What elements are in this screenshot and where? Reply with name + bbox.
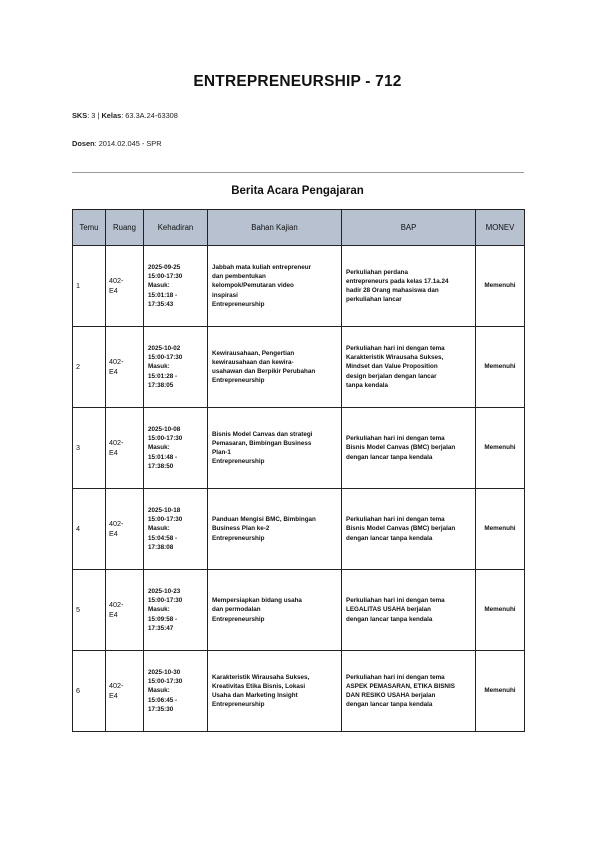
cell-ruang-line: 402-: [109, 437, 124, 447]
lecturer-meta: [72, 139, 162, 148]
table-row: [73, 246, 525, 327]
cell-kehadiran-line: 15:00-17:30: [148, 273, 183, 281]
cell-monev: Memenuhi: [476, 327, 525, 408]
cell-bahan-kajian-line: Entrepreneurship: [212, 377, 265, 385]
table-row: [73, 570, 525, 651]
cell-bap-line: Perkuliahan hari ini dengan tema: [346, 344, 445, 352]
cell-kehadiran-line: 15:00-17:30: [148, 597, 183, 605]
cell-bap-line: Mindset dan Value Proposition: [346, 363, 438, 371]
page-title: ENTREPRENEURSHIP - 712: [193, 73, 402, 90]
sks-label: SKS: [72, 111, 88, 120]
cell-kehadiran: [144, 408, 208, 489]
cell-bap-line: LEGALITAS USAHA berjalan: [346, 606, 432, 614]
cell-monev: Memenuhi: [476, 651, 525, 732]
cell-bahan-kajian: [208, 327, 342, 408]
cell-ruang-line: 402-: [109, 275, 124, 285]
table-row: [73, 327, 525, 408]
cell-bahan-kajian-line: dan permodalan: [212, 606, 261, 614]
cell-ruang: [106, 570, 144, 651]
cell-temu: 3: [73, 408, 106, 489]
sks-value: : 3 |: [87, 111, 102, 120]
cell-bahan-kajian-line: Plan-1: [212, 449, 231, 456]
cell-bap: [342, 651, 476, 732]
cell-bap: [342, 408, 476, 489]
header-temu: Temu: [73, 210, 106, 246]
cell-bahan-kajian-line: kelompok/Pemutaran video: [212, 282, 294, 290]
cell-bahan-kajian-line: Usaha dan Marketing Insight: [212, 692, 298, 699]
kelas-label: Kelas: [101, 111, 122, 120]
cell-ruang-line: E4: [109, 529, 118, 538]
cell-bahan-kajian-line: Entrepreneurship: [212, 534, 265, 542]
cell-bahan-kajian-line: Business Plan ke-2: [212, 525, 270, 533]
cell-bap-line: dengan lancar tanpa kendala: [346, 701, 433, 709]
cell-monev: Memenuhi: [476, 408, 525, 489]
cell-bahan-kajian-line: usahawan dan Berpikir Perubahan: [212, 368, 316, 375]
cell-bahan-kajian-line: Kewirausahaan, Pengertian: [212, 349, 295, 357]
cell-kehadiran-line: 17:38:50: [148, 462, 174, 470]
cell-bap-line: Bisnis Model Canvas (BMC) berjalan: [346, 525, 456, 533]
cell-ruang-line: E4: [109, 610, 118, 619]
cell-bap-line: hadir 28 Orang mahasiswa dan: [346, 287, 439, 294]
table-row: [73, 651, 525, 732]
cell-kehadiran-line: 2025-09-25: [148, 263, 181, 271]
cell-bahan-kajian-line: Entrepreneurship: [212, 701, 265, 709]
cell-ruang: [106, 489, 144, 570]
cell-kehadiran: [144, 570, 208, 651]
cell-bahan-kajian-line: Entrepreneurship: [212, 458, 265, 466]
cell-kehadiran-line: Masuk:: [148, 606, 170, 614]
cell-kehadiran-line: 2025-10-23: [148, 587, 181, 595]
cell-bahan-kajian-line: Mempersiapkan bidang usaha: [212, 597, 302, 605]
cell-kehadiran-line: 17:38:08: [148, 543, 174, 551]
cell-bahan-kajian-line: inspirasi: [212, 291, 238, 299]
cell-bap-line: Perkuliahan hari ini dengan tema: [346, 597, 445, 605]
cell-bap-line: Perkuliahan hari ini dengan tema: [346, 516, 445, 524]
cell-ruang-line: 402-: [109, 680, 124, 690]
cell-ruang: [106, 408, 144, 489]
cell-temu: 5: [73, 570, 106, 651]
cell-bahan-kajian-line: Kreativitas Etika Bisnis, Lokasi: [212, 682, 306, 690]
header-ruang: Ruang: [106, 210, 144, 246]
cell-kehadiran-line: 15:01:28 -: [148, 372, 178, 380]
cell-bap-line: tanpa kendala: [346, 381, 388, 389]
cell-bahan-kajian-line: Entrepreneurship: [212, 615, 265, 623]
kelas-value: : 63.3A.24-63308: [121, 111, 178, 120]
cell-kehadiran-line: 15:00-17:30: [148, 516, 183, 524]
cell-monev: Memenuhi: [476, 489, 525, 570]
cell-kehadiran: [144, 246, 208, 327]
cell-temu: 6: [73, 651, 106, 732]
cell-bap-line: Perkuliahan perdana: [346, 268, 408, 276]
cell-temu: 1: [73, 246, 106, 327]
cell-kehadiran-line: 15:04:58 -: [148, 534, 178, 542]
cell-kehadiran-line: 15:01:48 -: [148, 453, 178, 461]
cell-bap-line: dengan lancar tanpa kendala: [346, 453, 433, 461]
cell-kehadiran-line: 2025-10-02: [148, 344, 181, 352]
cell-kehadiran: [144, 651, 208, 732]
cell-kehadiran: [144, 489, 208, 570]
cell-bap-line: Karakteristik Wirausaha Sukses,: [346, 354, 444, 362]
teaching-report-table: [72, 209, 525, 732]
section-title: Berita Acara Pengajaran: [231, 185, 364, 197]
header-monev: MONEV: [476, 210, 525, 246]
cell-temu: 4: [73, 489, 106, 570]
header-bahan-kajian: Bahan Kajian: [208, 210, 342, 246]
cell-kehadiran-line: 2025-10-18: [148, 506, 181, 514]
cell-bahan-kajian-line: Entrepreneurship: [212, 300, 265, 308]
cell-ruang: [106, 327, 144, 408]
cell-kehadiran-line: Masuk:: [148, 282, 170, 290]
cell-bap-line: ASPEK PEMASARAN, ETIKA BISNIS: [346, 682, 455, 690]
cell-bap: [342, 570, 476, 651]
cell-bahan-kajian: [208, 408, 342, 489]
cell-bahan-kajian-line: dan pembentukan: [212, 273, 266, 281]
dosen-value: : 2014.02.045 - SPR: [94, 139, 162, 148]
cell-bap-line: dengan lancar tanpa kendala: [346, 534, 433, 542]
cell-kehadiran-line: 15:06:45 -: [148, 696, 178, 704]
cell-kehadiran-line: 17:35:43: [148, 300, 174, 308]
cell-kehadiran-line: 15:00-17:30: [148, 678, 183, 686]
cell-kehadiran-line: 17:35:30: [148, 705, 174, 713]
cell-bap-line: Perkuliahan hari ini dengan tema: [346, 673, 445, 681]
cell-kehadiran-line: Masuk:: [148, 687, 170, 695]
cell-bahan-kajian: [208, 489, 342, 570]
cell-bap-line: design berjalan dengan lancar: [346, 372, 437, 380]
cell-kehadiran-line: 2025-10-30: [148, 668, 181, 676]
cell-bahan-kajian-line: Bisnis Model Canvas dan strategi: [212, 430, 313, 438]
cell-bahan-kajian: [208, 246, 342, 327]
cell-kehadiran-line: 15:01:18 -: [148, 291, 178, 299]
table-header-row: [73, 210, 525, 246]
cell-kehadiran-line: 15:00-17:30: [148, 435, 183, 443]
cell-bahan-kajian: [208, 570, 342, 651]
cell-bahan-kajian-line: Karakteristik Wirausaha Sukses,: [212, 673, 310, 681]
cell-bap-line: Bisnis Model Canvas (BMC) berjalan: [346, 444, 456, 452]
course-meta: [72, 111, 178, 120]
cell-ruang-line: 402-: [109, 518, 124, 528]
cell-bahan-kajian-line: Pemasaran, Bimbingan Business: [212, 439, 312, 447]
cell-ruang-line: E4: [109, 286, 118, 295]
cell-kehadiran-line: Masuk:: [148, 444, 170, 452]
cell-bap-line: entrepreneurs pada kelas 17.1a.24: [346, 277, 449, 285]
cell-kehadiran-line: 15:00-17:30: [148, 354, 183, 362]
cell-kehadiran-line: Masuk:: [148, 525, 170, 533]
cell-ruang: [106, 246, 144, 327]
divider: [72, 172, 524, 173]
cell-bahan-kajian: [208, 651, 342, 732]
cell-ruang-line: E4: [109, 367, 118, 376]
cell-kehadiran-line: 15:09:58 -: [148, 615, 178, 623]
cell-ruang-line: E4: [109, 691, 118, 700]
cell-kehadiran: [144, 327, 208, 408]
cell-bahan-kajian-line: kewirausahaan dan kewira-: [212, 358, 294, 366]
cell-kehadiran-line: 17:38:05: [148, 381, 174, 389]
cell-monev: Memenuhi: [476, 570, 525, 651]
cell-temu: 2: [73, 327, 106, 408]
cell-bap: [342, 327, 476, 408]
cell-bap-line: Perkuliahan hari ini dengan tema: [346, 435, 445, 443]
cell-ruang-line: 402-: [109, 599, 124, 609]
table-row: [73, 408, 525, 489]
cell-ruang-line: 402-: [109, 356, 124, 366]
cell-bahan-kajian-line: Panduan Mengisi BMC, Bimbingan: [212, 516, 316, 524]
cell-bahan-kajian-line: Jabbah mata kuliah entrepreneur: [212, 263, 312, 271]
header-bap: BAP: [342, 210, 476, 246]
table-row: [73, 489, 525, 570]
cell-ruang: [106, 651, 144, 732]
cell-monev: Memenuhi: [476, 246, 525, 327]
cell-bap-line: perkuliahan lancar: [346, 296, 402, 304]
cell-kehadiran-line: 2025-10-08: [148, 425, 181, 433]
cell-bap-line: dengan lancar tanpa kendala: [346, 615, 433, 623]
cell-kehadiran-line: 17:35:47: [148, 624, 174, 632]
cell-bap: [342, 489, 476, 570]
cell-bap: [342, 246, 476, 327]
dosen-label: Dosen: [72, 139, 95, 148]
cell-bap-line: DAN RESIKO USAHA berjalan: [346, 692, 436, 699]
cell-kehadiran-line: Masuk:: [148, 363, 170, 371]
header-kehadiran: Kehadiran: [144, 210, 208, 246]
cell-ruang-line: E4: [109, 448, 118, 457]
